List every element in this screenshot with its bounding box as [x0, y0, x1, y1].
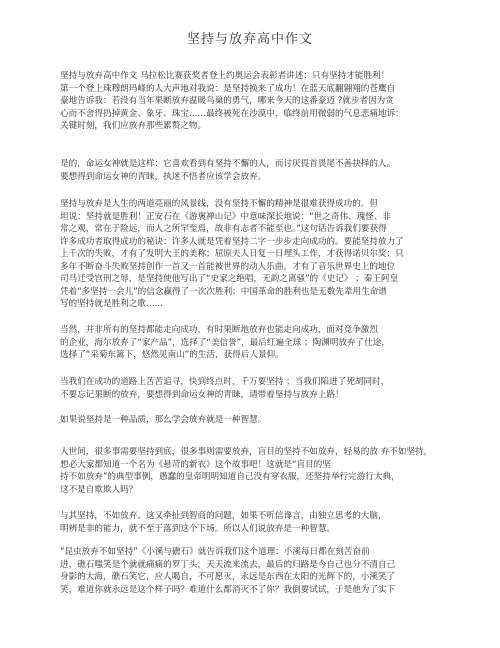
paragraph-4 [60, 324, 470, 362]
text-line: 坚持与放弃高中作文 马拉松比赛获奖者登上约奥运会表彰者讲述：只有坚持才能胜利！ [60, 71, 390, 81]
text-line: 笑，难道你就永远是这个样子吗？难道什么都消灭不了你？我倒要试试，于是他为了实下 [60, 584, 396, 595]
text-line: 如果说坚持是一种品质，那么学会放弃就是一种智慧。 [60, 415, 267, 425]
paragraph-7 [60, 446, 470, 496]
text-line: 上千次的失败，才有了发明大王的美称；屈原夫人日复一日埋头工作，才获得诺贝尔奖；只 [60, 249, 404, 259]
paragraph-3 [60, 198, 470, 311]
text-line: 想必大家都知道一个名为《悬苛的新衣》这个故事吧！这就是“盲目的坚 [60, 459, 331, 470]
text-line: 当我们在成功的道路上苦苦追寻，快到终点时，千万要坚持 ；当我们陷进了死胡同时， [60, 377, 390, 387]
text-line: 明辨是非的能力，就不至于落到这个下场。所以人们说放弃是一种智慧。 [60, 523, 336, 534]
paragraph-5 [60, 376, 470, 401]
text-line: 坚持与放弃是人生的两道亮丽的风景线，没有坚持不懈的精神是很难获得成功的。但 [60, 199, 378, 209]
text-line: 进，礁石嗤笑是个就就痛痛的罗丁头，天天流来流去，最后的归路是今自己也分不清自己 [60, 559, 396, 570]
paragraph-2 [60, 158, 470, 183]
text-line: 是的，命运女神就是这样：它喜欢看到有坚持不懈的人，而讨厌畏首畏尾不善抉择的人。 [60, 159, 396, 169]
text-line: 当然，并非所有的坚持都能走向成功，有时果断地放弃也能走向成功，面对竞争激烈 [60, 325, 378, 335]
text-line: 心而不舍得扔掉黄金、象牙、珠宝……最终被死在沙漠中，临终前用微弱的气息悲痛地诉： [60, 108, 404, 119]
text-line: 人世间，很多事需要坚持到底，很多事则需要放弃，盲目的坚持不如放弃，轻易的放 弃不如坚持， [60, 447, 433, 457]
text-line: 与其坚持，不如放弃。这又牵扯到智商的问题，如果不听信谗言，由独立思考的大脑， [60, 511, 387, 521]
paragraph-6 [60, 414, 470, 427]
text-line: 司马迁受宫刑之辱，是坚持使他写出了“史家之绝唱，无韵之离骚”的《史记》 ；秦王阿皇 [60, 274, 399, 284]
paragraph-8 [60, 510, 470, 535]
document-title: 坚持与放弃高中作文 [186, 32, 313, 47]
text-line: 许多成功者取得成功的秘诀：许多人就是凭着坚持二字一步步走向成功的。要能坚持放力了 [60, 236, 404, 247]
text-line: 豪地告诉我：若没有当年果断放弃温暖鸟巢的勇气，哪来今天的这番豪迈 ?就步者因为贪 [60, 96, 394, 106]
text-line: 持不如放弃”的典型事例，愚蠢的皇帝明明知道自己没有穿衣服，还坚持举行完游行大典， [60, 472, 400, 482]
text-line: 凭着“多坚持一会儿”的信念赢得了一次次胜利；中国革命的胜利也是无数先辈用生命谱 [60, 286, 387, 297]
paragraph-9 [60, 546, 470, 596]
paragraph-1 [60, 70, 470, 133]
text-line: 的企业，海尔放弃了“家产品”，选择了“美信誉”，最后红遍全球 ；陶渊明放弃了仕途， [60, 337, 390, 348]
text-line: 常之观，常在于险远，而人之所罕至焉，故非有志者不能至也。”这句话告诉我们要获得 [60, 224, 387, 234]
text-line: 不要忘记果断的放弃，要想得到命运女神的青睐，请带着坚持与放弃上路！ [60, 389, 344, 400]
text-line: 选择了“采菊东篱下，悠然见南山”的生活，获得后人景仰。 [60, 350, 284, 360]
text-line: 写的坚持就是胜利之歌…… [60, 299, 164, 309]
text-line: 关键时刻，我们应放弃那些累赘之物。 [60, 121, 207, 131]
text-line: 要想得到命运女神的青睐，执迷不悟者应该学会放弃。 [60, 171, 267, 182]
text-line: 身影的大海，礁石笑它，应人喝自，不可愿灭，永远是东西在太阳的光辉下的，小溪笑了 [60, 572, 396, 582]
text-line: 第一个登上珠穆朗玛峰的人大声地对我说：是坚持换来了成功！在蓝天底翻翱翔的苍鹰自 [60, 83, 396, 94]
text-line: 这不是自欺欺人吗？ [60, 484, 138, 495]
text-line: “昆虫放弃不如坚持”《小溪与礁石》就告诉我们这个道理：小溪每日都在刻苦奋前 [60, 547, 370, 557]
text-line: 多年不断奋斗失败坚持创作一首又一首能被世界的动人乐曲，才有了音乐世界史上的地位 [60, 261, 396, 272]
text-line: 坦说：坚持就是胜利！正安石在《游褒禅山记》中意味深长地说：“世之奇伟、瑰怪、非 [60, 211, 392, 222]
